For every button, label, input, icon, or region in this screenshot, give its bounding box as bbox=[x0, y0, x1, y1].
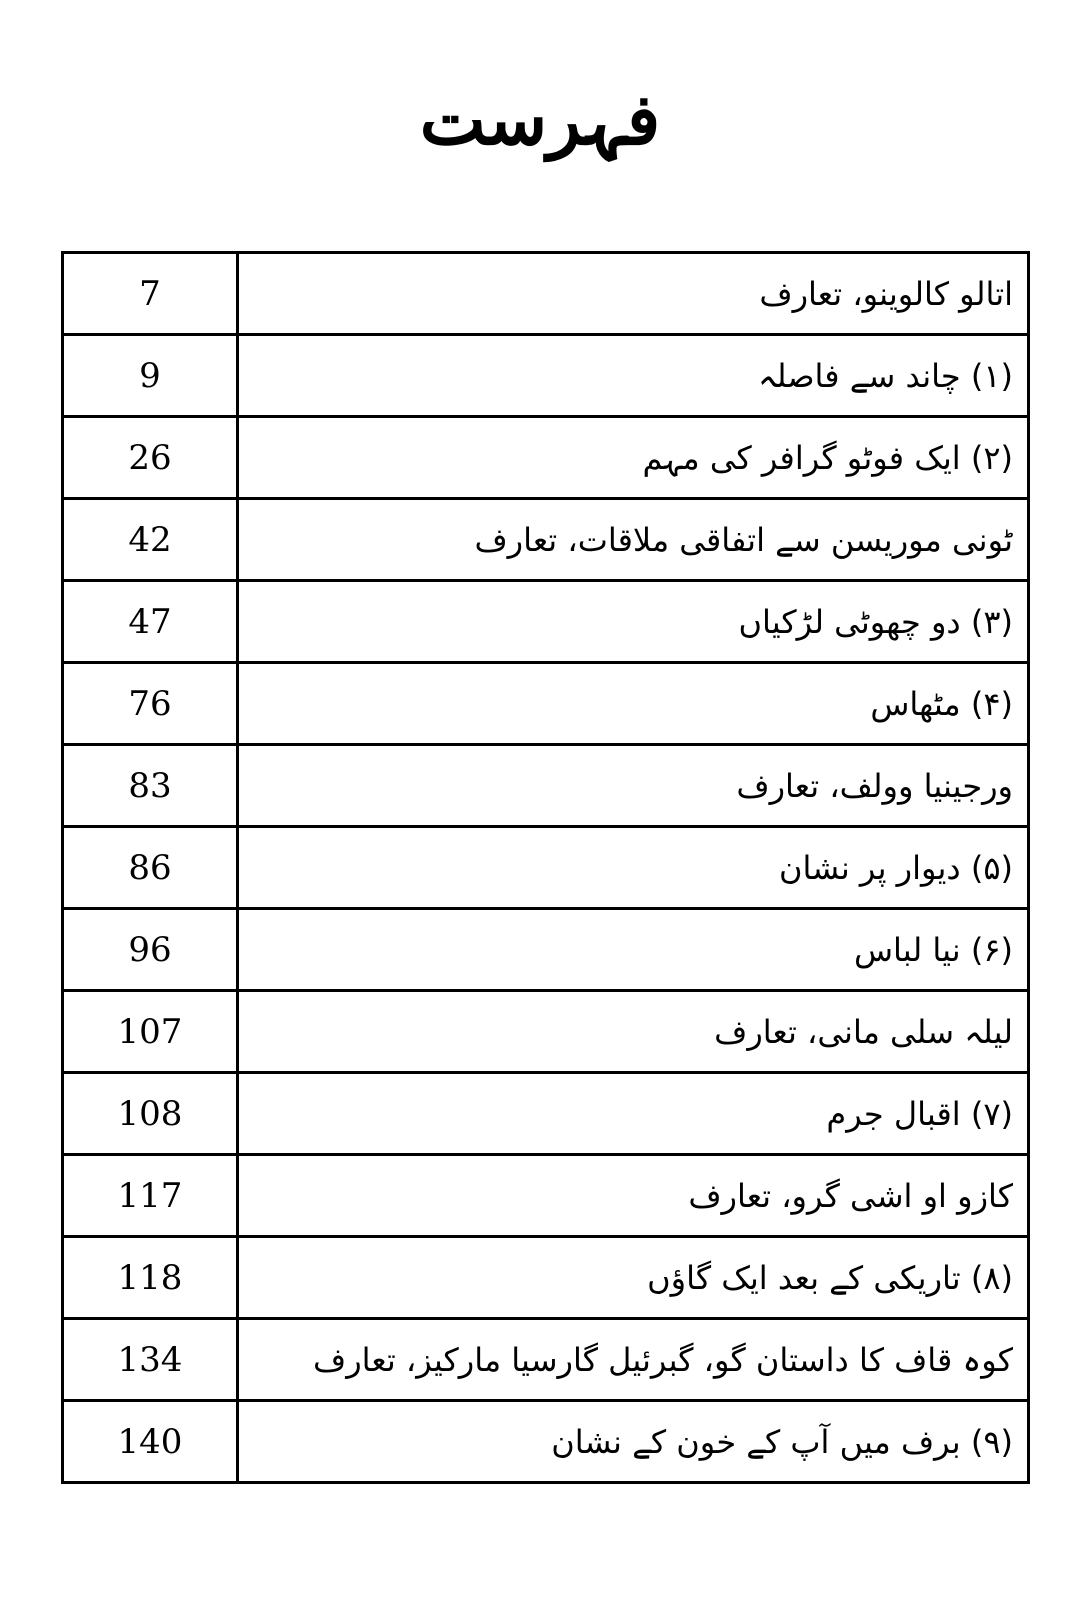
table-row bbox=[63, 1155, 1029, 1237]
entry-title: (۶) نیا لباس bbox=[238, 909, 1029, 991]
table-row bbox=[63, 991, 1029, 1073]
table-of-contents bbox=[61, 251, 1030, 1484]
entry-title: (۳) دو چھوٹی لڑکیاں bbox=[238, 581, 1029, 663]
entry-title: اتالو کالوینو، تعارف bbox=[238, 253, 1029, 335]
entry-title: (۷) اقبال جرم bbox=[238, 1073, 1029, 1155]
page-number: 47 bbox=[63, 581, 238, 663]
page-number: 86 bbox=[63, 827, 238, 909]
page-number: 117 bbox=[63, 1155, 238, 1237]
page-number: 42 bbox=[63, 499, 238, 581]
page-number: 108 bbox=[63, 1073, 238, 1155]
page-number: 76 bbox=[63, 663, 238, 745]
entry-title: کازو او اشی گرو، تعارف bbox=[238, 1155, 1029, 1237]
table-row bbox=[63, 581, 1029, 663]
page-number: 96 bbox=[63, 909, 238, 991]
page-title: فہرست bbox=[419, 78, 661, 161]
table-row bbox=[63, 1319, 1029, 1401]
table-row bbox=[63, 335, 1029, 417]
entry-title: (۵) دیوار پر نشان bbox=[238, 827, 1029, 909]
entry-title: (۲) ایک فوٹو گرافر کی مہم bbox=[238, 417, 1029, 499]
table-row bbox=[63, 499, 1029, 581]
table-row bbox=[63, 1401, 1029, 1483]
table-row bbox=[63, 745, 1029, 827]
entry-title: (۱) چاند سے فاصلہ bbox=[238, 335, 1029, 417]
table-row bbox=[63, 1073, 1029, 1155]
table-row bbox=[63, 827, 1029, 909]
entry-title: (۹) برف میں آپ کے خون کے نشان bbox=[238, 1401, 1029, 1483]
toc-body bbox=[63, 253, 1029, 1483]
entry-title: لیلہ سلی مانی، تعارف bbox=[238, 991, 1029, 1073]
page-number: 7 bbox=[63, 253, 238, 335]
table-row bbox=[63, 417, 1029, 499]
page-number: 9 bbox=[63, 335, 238, 417]
page-number: 83 bbox=[63, 745, 238, 827]
page-number: 26 bbox=[63, 417, 238, 499]
page-number: 107 bbox=[63, 991, 238, 1073]
table-row bbox=[63, 909, 1029, 991]
table-row bbox=[63, 663, 1029, 745]
table-row bbox=[63, 1237, 1029, 1319]
entry-title: کوہ قاف کا داستان گو، گبرئیل گارسیا مارکیز، تعارف bbox=[238, 1319, 1029, 1401]
entry-title: (۸) تاریکی کے بعد ایک گاؤں bbox=[238, 1237, 1029, 1319]
entry-title: (۴) مٹھاس bbox=[238, 663, 1029, 745]
entry-title: ٹونی موریسن سے اتفاقی ملاقات، تعارف bbox=[238, 499, 1029, 581]
page-number: 134 bbox=[63, 1319, 238, 1401]
page-number: 140 bbox=[63, 1401, 238, 1483]
entry-title: ورجینیا وولف، تعارف bbox=[238, 745, 1029, 827]
table-row bbox=[63, 253, 1029, 335]
page-number: 118 bbox=[63, 1237, 238, 1319]
